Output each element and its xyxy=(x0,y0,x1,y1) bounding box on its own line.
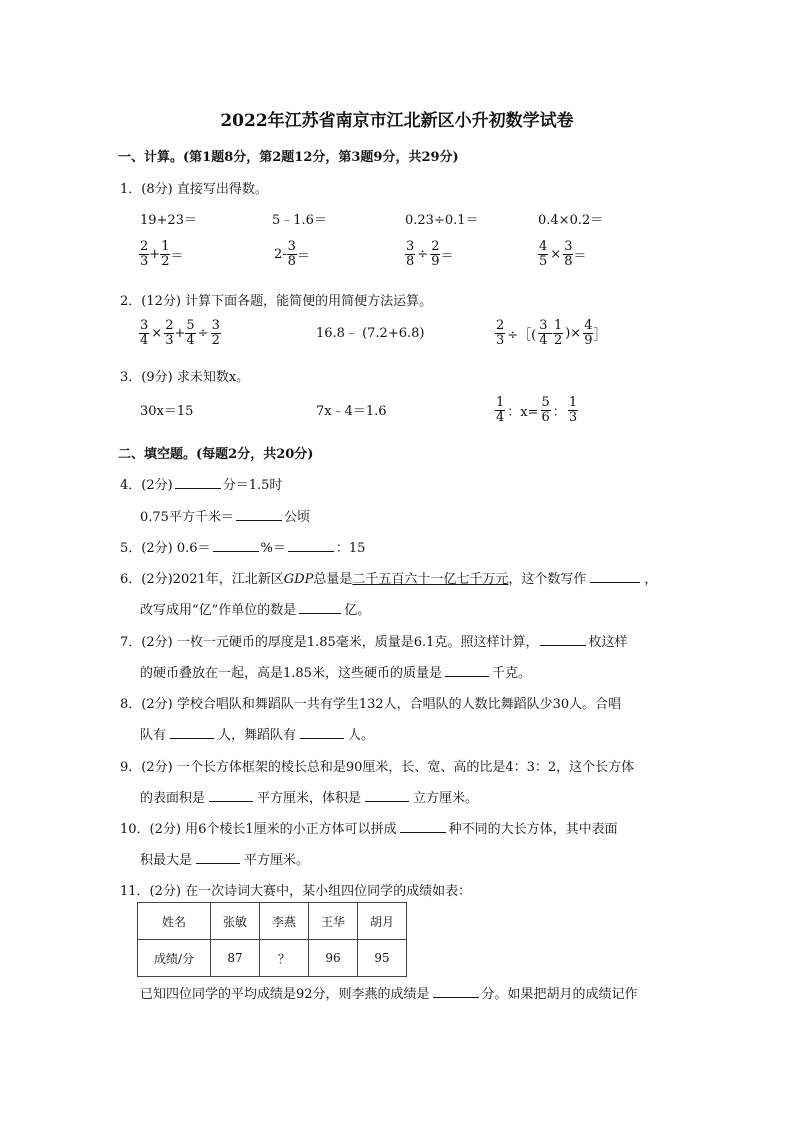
question-7-line-2: 的硬币叠放在一起，高是1.85米，这些硬币的质量是 千克。 xyxy=(140,666,531,681)
fraction: $\frac{4}{5}$ xyxy=(539,239,548,269)
fraction: $\frac{3}{8}$ xyxy=(406,239,415,269)
answer-blank[interactable] xyxy=(300,726,344,739)
answer-blank[interactable] xyxy=(209,789,253,802)
question-2-stem: 2．(12分) 计算下面各题，能简便的用简便方法运算。 xyxy=(120,294,433,309)
fraction: $\frac{1}{2}$ xyxy=(553,318,563,348)
question-10-line-2: 积最大是 平方厘米。 xyxy=(140,853,310,868)
question-6-line-2: 改写成用“亿”作单位的数是 亿。 xyxy=(140,603,371,618)
answer-blank[interactable] xyxy=(400,820,446,833)
answer-blank[interactable] xyxy=(590,570,640,583)
table-cell: 87 xyxy=(211,940,260,977)
question-3-stem: 3．(9分) 求未知数x。 xyxy=(120,370,250,385)
question-8: 8．(2分) 学校合唱队和舞蹈队一共有学生132人，合唱队的人数比舞蹈队少30人。合唱 xyxy=(120,697,622,712)
q1-item-g: $\frac{3}{8}$ ÷ $\frac{2}{9}$ ＝ xyxy=(406,239,454,269)
q1-item-d: 0.4×0.2＝ xyxy=(538,213,604,228)
section-fill-blank-heading: 二、填空题。(每题2分，共20分) xyxy=(118,447,314,462)
fraction: $\frac{3}{2}$ xyxy=(211,318,220,348)
q2-item-b: 16.8﹣ (7.2+6.8) xyxy=(316,326,425,341)
q1-item-c: 0.23÷0.1＝ xyxy=(405,213,479,228)
answer-blank[interactable] xyxy=(365,789,409,802)
question-11-followup: 已知四位同学的平均成绩是92分，则李燕的成绩是 分。如果把胡月的成绩记作 xyxy=(140,987,638,1002)
score-table xyxy=(137,902,407,977)
q1-item-e: $\frac{2}{3}$ + $\frac{1}{2}$ ＝ xyxy=(140,239,184,269)
answer-blank[interactable] xyxy=(445,664,489,677)
fraction: $\frac{1}{3}$ xyxy=(568,395,578,425)
answer-blank[interactable] xyxy=(196,851,240,864)
question-10: 10．(2分) 用6个棱长1厘米的小正方体可以拼成 种不同的大长方体，其中表面 xyxy=(120,822,618,837)
table-row xyxy=(138,903,407,940)
answer-blank[interactable] xyxy=(170,726,214,739)
question-7: 7．(2分) 一枚一元硬币的厚度是1.85毫米，质量是6.1克。照这样计算， 枚这样 xyxy=(120,635,628,650)
answer-blank[interactable] xyxy=(299,601,341,614)
table-cell: 成绩/分 xyxy=(138,940,211,977)
table-header-cell: 李燕 xyxy=(260,903,309,940)
fraction: $\frac{2}{3}$ xyxy=(140,239,149,269)
fraction: $\frac{3}{8}$ xyxy=(564,239,573,269)
answer-blank[interactable] xyxy=(236,508,282,521)
table-cell: ？ xyxy=(260,940,309,977)
q1-item-b: 5﹣1.6＝ xyxy=(272,213,327,228)
q1-item-a: 19+23＝ xyxy=(140,213,197,228)
fraction: $\frac{5}{4}$ xyxy=(186,318,195,348)
section-calculation-heading: 一、计算。(第1题8分，第2题12分，第3题9分，共29分) xyxy=(118,150,459,165)
question-5: 5．(2分) 0.6＝ %＝ ：15 xyxy=(120,541,366,556)
q2-item-a: $\frac{3}{4}$ × $\frac{2}{3}$ + $\frac{5}{4}$ ÷ $\frac{3}{2}$ xyxy=(140,318,220,348)
table-header-cell: 张敏 xyxy=(211,903,260,940)
fraction: $\frac{2}{3}$ xyxy=(165,318,174,348)
answer-blank[interactable] xyxy=(175,476,221,489)
table-header-cell: 王华 xyxy=(309,903,358,940)
fraction: $\frac{1}{4}$ xyxy=(496,395,505,425)
page-title: 2022年江苏省南京市江北新区小升初数学试卷 xyxy=(220,111,574,131)
question-8-line-2: 队有 人，舞蹈队有 人。 xyxy=(140,728,375,743)
question-4-line-2: 0.75平方千米＝ 公顷 xyxy=(140,510,310,525)
fraction: $\frac{5}{6}$ xyxy=(541,395,550,425)
fraction: $\frac{3}{8}$ xyxy=(287,239,296,269)
question-6: 6．(2分)2021年，江北新区GDP总量是二千五百六十一亿七千万元，这个数写作 ， xyxy=(120,572,658,587)
table-header-cell: 姓名 xyxy=(138,903,211,940)
q3-item-b: 7x﹣4＝1.6 xyxy=(316,404,387,419)
table-header-cell: 胡月 xyxy=(358,903,407,940)
q1-item-h: $\frac{4}{5}$ × $\frac{3}{8}$ ＝ xyxy=(539,239,587,269)
fraction: $\frac{3}{4}$ xyxy=(539,318,548,348)
fraction: $\frac{2}{3}$ xyxy=(496,318,505,348)
answer-blank[interactable] xyxy=(288,539,334,552)
question-1-stem: 1．(8分) 直接写出得数。 xyxy=(120,182,268,197)
fraction: $\frac{3}{4}$ xyxy=(140,318,149,348)
q2-item-c: $\frac{2}{3}$ ÷［( $\frac{3}{4}$ - $\frac{1}{2}$ )× $\frac{4}{9}$ ］ xyxy=(496,318,607,348)
question-9: 9．(2分) 一个长方体框架的棱长总和是90厘米，长、宽、高的比是4：3：2，这个长方体 xyxy=(120,760,635,775)
fraction: $\frac{1}{2}$ xyxy=(161,239,170,269)
table-cell: 96 xyxy=(309,940,358,977)
answer-blank[interactable] xyxy=(540,633,586,646)
fraction: $\frac{4}{9}$ xyxy=(584,318,593,348)
question-11-stem: 11．(2分) 在一次诗词大赛中，某小组四位同学的成绩如表： xyxy=(120,884,472,899)
fraction: $\frac{2}{9}$ xyxy=(431,239,440,269)
question-4: 4．(2分) 分＝1.5时 xyxy=(120,478,283,493)
q3-item-c: $\frac{1}{4}$ ：x= $\frac{5}{6}$ ： $\frac{1}{3}$ xyxy=(496,395,578,425)
q1-item-f: 2- $\frac{3}{8}$ ＝ xyxy=(274,239,310,269)
table-row xyxy=(138,940,407,977)
question-9-line-2: 的表面积是 平方厘米，体积是 立方厘米。 xyxy=(140,791,479,806)
answer-blank[interactable] xyxy=(213,539,259,552)
q3-item-a: 30x＝15 xyxy=(140,404,194,419)
table-cell: 95 xyxy=(358,940,407,977)
answer-blank[interactable] xyxy=(433,985,479,998)
